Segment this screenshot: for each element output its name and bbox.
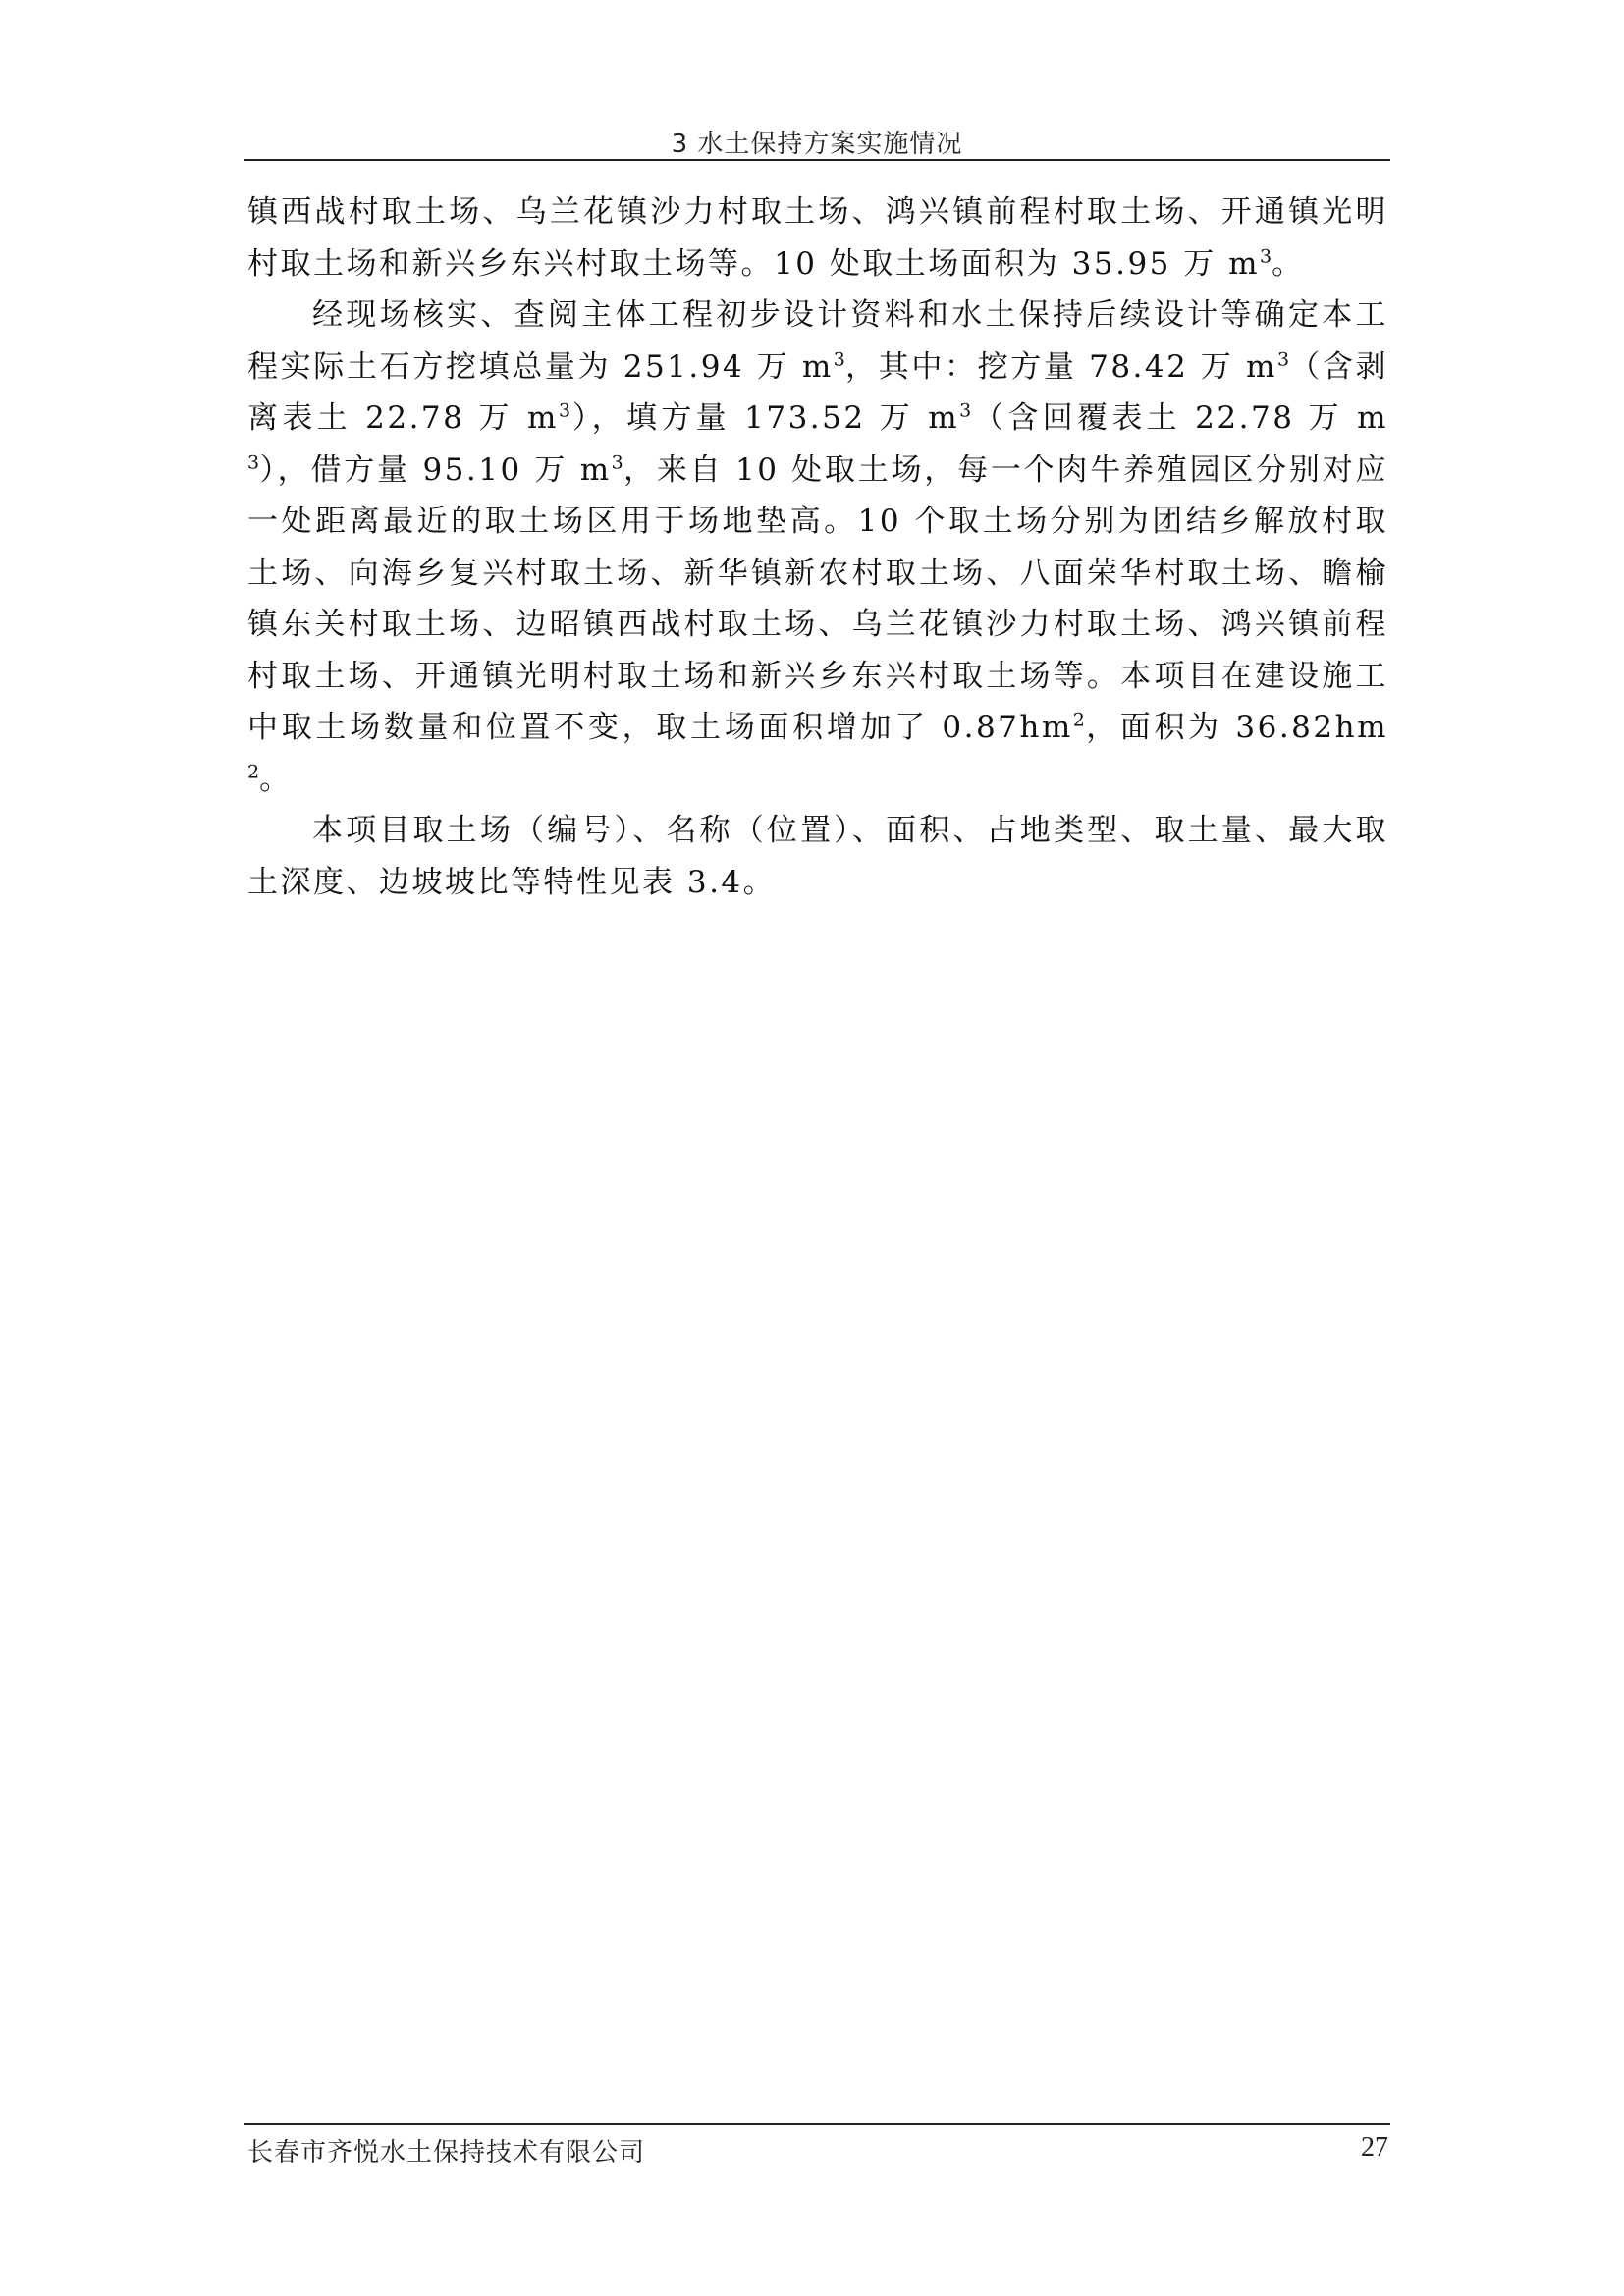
- paragraph-text: ），借方量 95.10 万 m: [259, 452, 612, 488]
- paragraph-text: 本项目取土场（编号）、名称（位置）、面积、占地类型、取土量、最大取土深度、边坡坡比等特性见表 3.4。: [247, 813, 1388, 900]
- footer-company-name: 长春市齐悦水土保持技术有限公司: [247, 2138, 646, 2167]
- paragraph-text: 经现场核实、查阅主体工程初步设计资料和水土保持后续设计等确定本工程实际土石方挖填总量为 251.94 万 m: [247, 297, 1388, 385]
- running-header-title: 3 水土保持方案实施情况: [671, 130, 963, 159]
- superscript: 3: [959, 400, 972, 422]
- superscript: 3: [558, 400, 571, 422]
- paragraph-text: （含回覆表土 22.78 万 m: [971, 400, 1388, 436]
- superscript: 3: [247, 452, 260, 474]
- document-body: [247, 187, 1388, 908]
- paragraph-text: 镇西战村取土场、乌兰花镇沙力村取土场、鸿兴镇前程村取土场、开通镇光明村取土场和新兴乡东兴村取土场等。10 处取土场面积为 35.95 万 m: [247, 194, 1388, 282]
- paragraph-text: ，来自 10 处取土场，每一个肉牛养殖园区分别对应一处距离最近的取土场区用于场地垫高。10 个取土场分别为团结乡解放村取土场、向海乡复兴村取土场、新华镇新农村取土场、八面荣华村取土场、瞻榆镇东关村取土场、边昭镇西战村取土场、乌兰花镇沙力村取土场、鸿兴镇前程村取土场、开通镇光明村取土场和新兴乡东兴村取土场等。本项目在建设施工中取土场数量和位置不变，取土场面积增加了 0.87hm: [247, 452, 1388, 745]
- header-divider: [244, 159, 1390, 161]
- superscript: 3: [1260, 245, 1272, 268]
- superscript: 3: [611, 452, 623, 474]
- superscript: 2: [247, 761, 260, 783]
- paragraph-text: ），填方量 173.52 万 m: [570, 400, 960, 436]
- superscript: 3: [1276, 348, 1290, 371]
- paragraph-text: 。: [1272, 245, 1305, 282]
- paragraph-table-reference: [247, 805, 1388, 908]
- paragraph-text: ，其中：挖方量 78.42 万 m: [844, 348, 1277, 385]
- paragraph-text: （含剥离表土 22.78 万 m: [247, 348, 1388, 436]
- paragraph-earthwork-volume: [247, 290, 1388, 805]
- footer-divider: [244, 2123, 1390, 2125]
- paragraph-continuation: [247, 187, 1388, 290]
- superscript: 2: [1072, 709, 1085, 731]
- page-number: 27: [1361, 2132, 1388, 2163]
- superscript: 3: [833, 348, 845, 371]
- paragraph-text: ，面积为 36.82hm: [1084, 710, 1388, 745]
- paragraph-text: 。: [259, 761, 293, 797]
